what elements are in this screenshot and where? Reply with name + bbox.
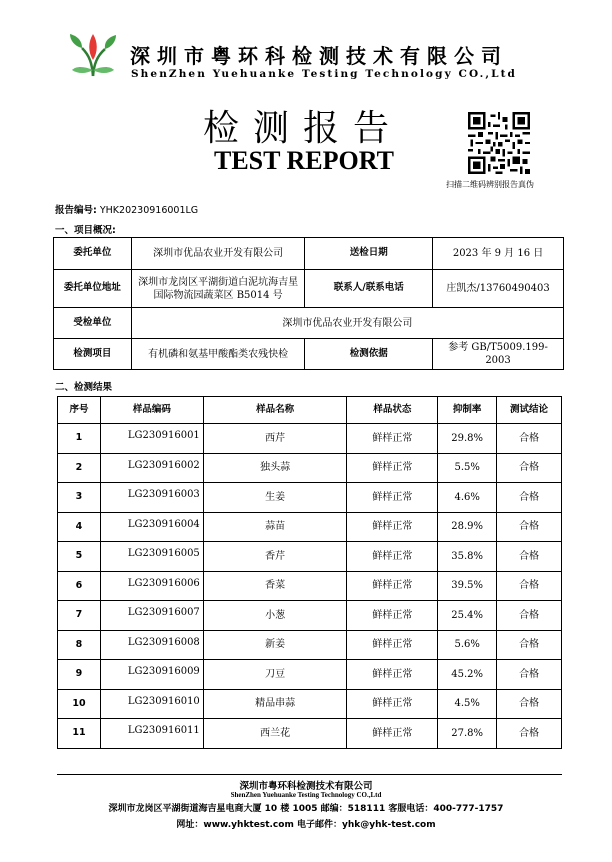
table-row — [58, 689, 562, 719]
table-row — [58, 542, 562, 572]
row-result: 合格 — [497, 719, 562, 749]
row-result: 合格 — [497, 660, 562, 690]
test-item-label: 检测项目 — [54, 339, 132, 370]
client-label: 委托单位 — [54, 238, 132, 270]
header-no: 序号 — [58, 397, 101, 424]
company-name-en: ShenZhen Yuehuanke Testing Technology CO.,Ltd — [131, 68, 518, 80]
row-name: 精品串蒜 — [203, 689, 347, 719]
row-state: 鲜样正常 — [347, 483, 438, 513]
row-no: 2 — [58, 453, 101, 483]
row-rate: 4.5% — [438, 689, 497, 719]
row-code: LG230916004 — [100, 512, 203, 542]
row-rate: 25.4% — [438, 601, 497, 631]
row-rate: 35.8% — [438, 542, 497, 572]
report-title-cn: 检测报告 — [203, 108, 404, 149]
row-result: 合格 — [497, 689, 562, 719]
header-state: 样品状态 — [347, 397, 438, 424]
table-row — [58, 512, 562, 542]
row-state: 鲜样正常 — [347, 512, 438, 542]
row-rate: 29.8% — [438, 424, 497, 454]
row-code: LG230916010 — [100, 689, 203, 719]
header-result: 测试结论 — [497, 397, 562, 424]
row-code: LG230916002 — [100, 453, 203, 483]
row-name: 香芹 — [203, 542, 347, 572]
row-state: 鲜样正常 — [347, 601, 438, 631]
footer-divider — [57, 774, 562, 775]
row-name: 新姜 — [203, 630, 347, 660]
row-state: 鲜样正常 — [347, 424, 438, 454]
footer-web-email: 网址：www.yhktest.com 电子邮件：yhk@yhk-test.com — [176, 820, 436, 830]
row-code: LG230916005 — [100, 542, 203, 572]
row-result: 合格 — [497, 571, 562, 601]
row-state: 鲜样正常 — [347, 571, 438, 601]
row-rate: 5.5% — [438, 453, 497, 483]
row-result: 合格 — [497, 512, 562, 542]
test-basis-value: 参考 GB/T5009.199-2003 — [433, 339, 564, 370]
table-row — [58, 630, 562, 660]
row-name: 香菜 — [203, 571, 347, 601]
header-code: 样品编码 — [100, 397, 203, 424]
footer-company-cn: 深圳市粤环科检测技术有限公司 — [239, 781, 373, 792]
row-state: 鲜样正常 — [347, 630, 438, 660]
contact-label: 联系人/联系电话 — [305, 270, 433, 308]
row-no: 7 — [58, 601, 101, 631]
row-no: 10 — [58, 689, 101, 719]
row-name: 西兰花 — [203, 719, 347, 749]
row-code: LG230916009 — [100, 660, 203, 690]
row-state: 鲜样正常 — [347, 689, 438, 719]
test-item-value: 有机磷和氨基甲酸酯类农残快检 — [131, 339, 305, 370]
row-no: 6 — [58, 571, 101, 601]
row-no: 5 — [58, 542, 101, 572]
leaf-sprout-logo-icon — [68, 30, 118, 80]
row-result: 合格 — [497, 483, 562, 513]
row-name: 生姜 — [203, 483, 347, 513]
row-code: LG230916008 — [100, 630, 203, 660]
footer-company-en: ShenZhen Yuehuanke Testing Technology CO.,Ltd — [230, 791, 382, 799]
tested-unit-label: 受检单位 — [54, 308, 132, 339]
address-value: 深圳市龙岗区平湖街道白泥坑海吉星国际物流园蔬菜区 B5014 号 — [131, 270, 305, 308]
row-name: 刀豆 — [203, 660, 347, 690]
row-no: 8 — [58, 630, 101, 660]
project-table — [53, 237, 564, 370]
report-number — [55, 202, 198, 216]
report-number-value: YHK20230916001LG — [99, 205, 199, 216]
row-no: 4 — [58, 512, 101, 542]
table-row — [58, 424, 562, 454]
client-value: 深圳市优品农业开发有限公司 — [131, 238, 305, 270]
table-row — [58, 571, 562, 601]
results-header-row — [58, 397, 562, 424]
row-code: LG230916001 — [100, 424, 203, 454]
section-results-title: 二、检测结果 — [55, 382, 113, 393]
row-code: LG230916003 — [100, 483, 203, 513]
row-rate: 5.6% — [438, 630, 497, 660]
qr-caption: 扫描二维码辨别报告真伪 — [446, 180, 534, 189]
row-name: 西芹 — [203, 424, 347, 454]
row-result: 合格 — [497, 424, 562, 454]
row-result: 合格 — [497, 601, 562, 631]
row-no: 9 — [58, 660, 101, 690]
row-result: 合格 — [497, 630, 562, 660]
tested-unit-value: 深圳市优品农业开发有限公司 — [131, 308, 563, 339]
row-result: 合格 — [497, 542, 562, 572]
row-result: 合格 — [497, 453, 562, 483]
address-label: 委托单位地址 — [54, 270, 132, 308]
test-basis-label: 检测依据 — [305, 339, 433, 370]
row-no: 3 — [58, 483, 101, 513]
row-state: 鲜样正常 — [347, 719, 438, 749]
row-name: 独头蒜 — [203, 453, 347, 483]
footer-address: 深圳市龙岗区平湖街道海吉星电商大厦 10 楼 1005 邮编：518111 客服电话：400-777-1757 — [108, 804, 504, 814]
results-table — [57, 396, 562, 749]
header-rate: 抑制率 — [438, 397, 497, 424]
table-row — [58, 601, 562, 631]
row-rate: 39.5% — [438, 571, 497, 601]
row-rate: 28.9% — [438, 512, 497, 542]
table-row — [58, 719, 562, 749]
row-state: 鲜样正常 — [347, 660, 438, 690]
row-state: 鲜样正常 — [347, 453, 438, 483]
row-rate: 27.8% — [438, 719, 497, 749]
send-date-value: 2023 年 9 月 16 日 — [433, 238, 564, 270]
contact-value: 庄凯杰/13760490403 — [433, 270, 564, 308]
row-rate: 4.6% — [438, 483, 497, 513]
table-row — [58, 453, 562, 483]
table-row — [58, 660, 562, 690]
header-name: 样品名称 — [203, 397, 347, 424]
row-no: 11 — [58, 719, 101, 749]
row-no: 1 — [58, 424, 101, 454]
company-name-cn: 深圳市粤环科检测技术有限公司 — [130, 44, 508, 68]
qr-code-icon[interactable] — [468, 112, 530, 174]
report-number-label: 报告编号: — [55, 205, 97, 216]
row-rate: 45.2% — [438, 660, 497, 690]
send-date-label: 送检日期 — [305, 238, 433, 270]
report-title-en: TEST REPORT — [214, 146, 394, 175]
row-state: 鲜样正常 — [347, 542, 438, 572]
section-project-title: 一、项目概况: — [55, 225, 116, 236]
row-code: LG230916006 — [100, 571, 203, 601]
table-row — [58, 483, 562, 513]
row-code: LG230916011 — [100, 719, 203, 749]
row-code: LG230916007 — [100, 601, 203, 631]
row-name: 小葱 — [203, 601, 347, 631]
row-name: 蒜苗 — [203, 512, 347, 542]
